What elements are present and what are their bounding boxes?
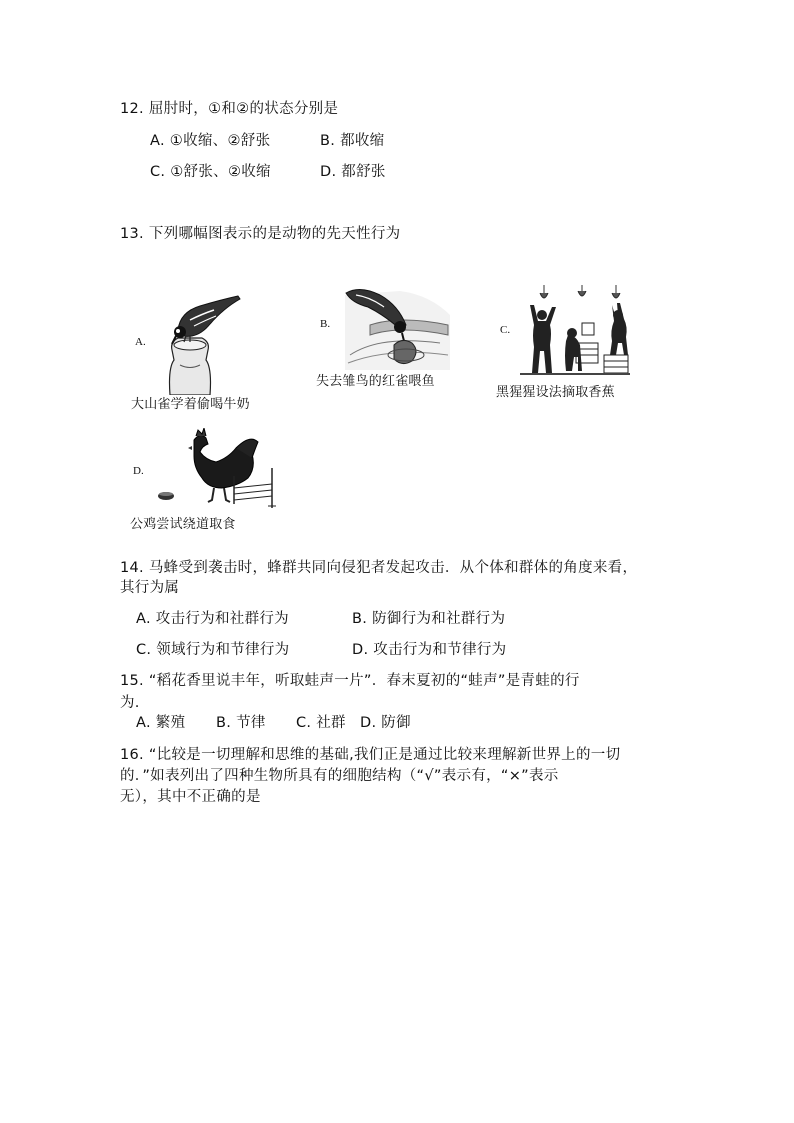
q12-option-d: D. 都舒张: [320, 164, 386, 180]
q14-option-c: C. 领域行为和节律行为: [136, 642, 290, 658]
q14-option-b: B. 防御行为和社群行为: [352, 611, 506, 627]
q12-option-a: A. ①收缩、②舒张: [150, 133, 271, 149]
rooster-detour-illustration: [150, 428, 280, 513]
q13-image-c-caption: 黑猩猩设法摘取香蕉: [496, 385, 615, 400]
q13-image-a-caption: 大山雀学着偷喝牛奶: [131, 397, 250, 412]
q15-option-b: B. 节律: [216, 715, 266, 731]
q14-option-d: D. 攻击行为和节律行为: [352, 642, 507, 658]
q16-stem-line2: 的．”如表列出了四种生物所具有的细胞结构（“√”表示有，“×”表示: [120, 768, 559, 784]
q15-option-c: C. 社群: [296, 715, 346, 731]
q13-image-a-label: A.: [135, 336, 146, 348]
bird-milk-bottle-illustration: [150, 290, 250, 395]
q13-image-c-label: C.: [500, 324, 511, 336]
q15-option-d: D. 防御: [360, 715, 411, 731]
q14-stem-line2: 其行为属: [120, 580, 180, 596]
q13-image-b-label: B.: [320, 318, 331, 330]
q13-stem: 13. 下列哪幅图表示的是动物的先天性行为: [120, 226, 401, 242]
q12-option-b: B. 都收缩: [320, 133, 385, 149]
q14-option-a: A. 攻击行为和社群行为: [136, 611, 289, 627]
q12-option-c: C. ①舒张、②收缩: [150, 164, 271, 180]
q12-stem: 12. 屈肘时，①和②的状态分别是: [120, 101, 339, 117]
q16-stem-line3: 无），其中不正确的是: [120, 789, 261, 805]
q15-stem-line1: 15. “稻花香里说丰年，听取蛙声一片”．春末夏初的“蛙声”是青蛙的行: [120, 673, 580, 689]
q13-image-b-caption: 失去雏鸟的红雀喂鱼: [316, 374, 435, 389]
q16-stem-line1: 16. “比较是一切理解和思维的基础,我们正是通过比较来理解新世界上的一切: [120, 747, 621, 763]
q15-stem-line2: 为.: [120, 695, 140, 711]
bird-feeding-fish-illustration: [340, 285, 450, 370]
q15-option-a: A. 繁殖: [136, 715, 186, 731]
q13-image-d-label: D.: [133, 465, 144, 477]
chimpanzees-boxes-bananas-illustration: [520, 285, 630, 380]
q13-image-d-caption: 公鸡尝试绕道取食: [130, 517, 236, 532]
q14-stem-line1: 14. 马蜂受到袭击时，蜂群共同向侵犯者发起攻击．从个体和群体的角度来看，: [120, 560, 638, 576]
